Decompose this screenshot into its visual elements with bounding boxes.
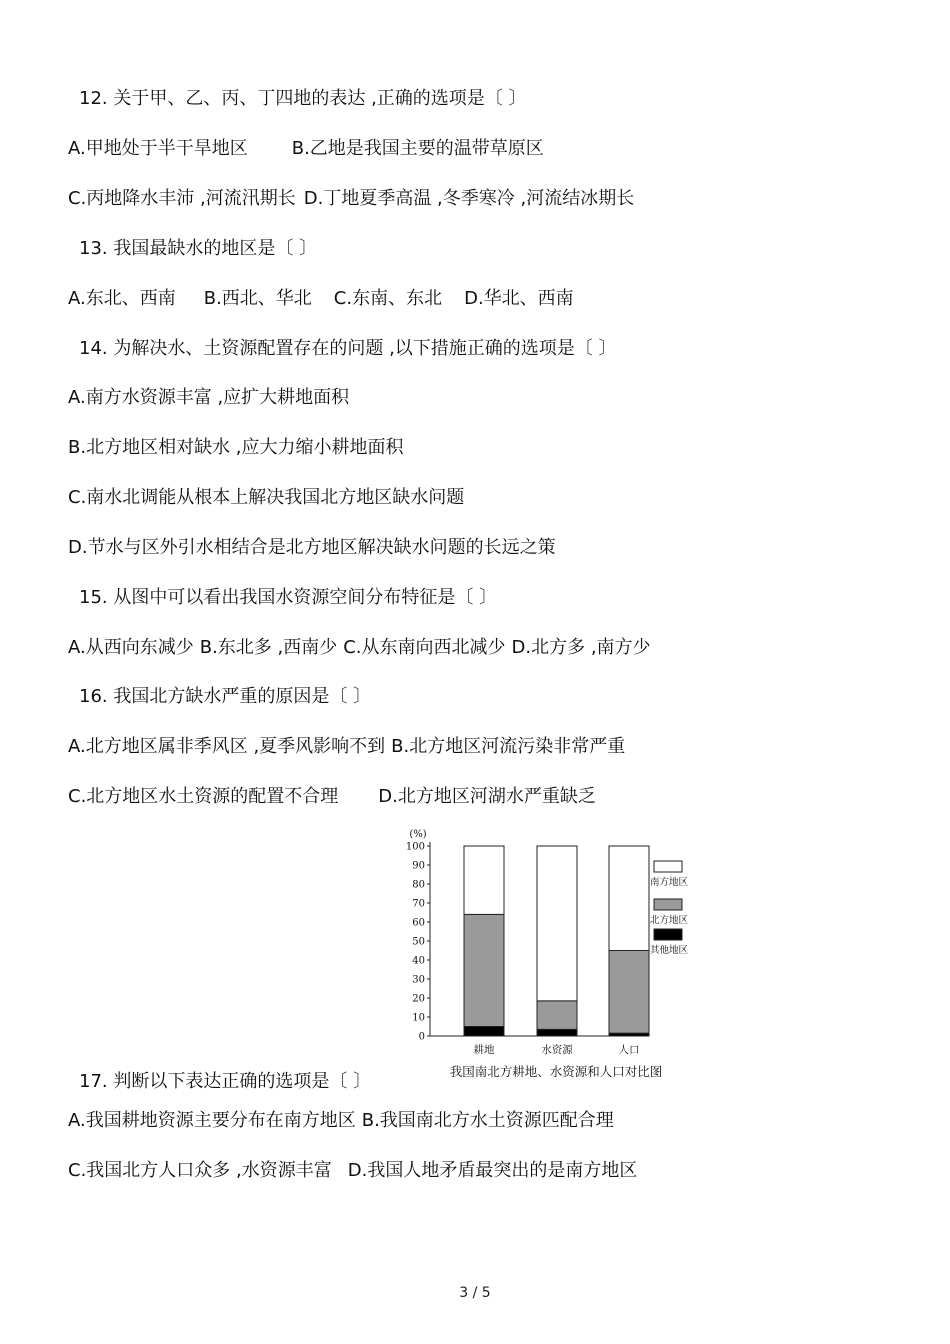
question-12-option-c: C.丙地降水丰沛 ,河流汛期长 (68, 188, 296, 209)
bar-segment (537, 1001, 577, 1030)
question-15-option-c: C.从东南向西北减少 (343, 637, 506, 658)
question-15-option-a: A.从西向东减少 (68, 637, 194, 658)
question-17-option-d: D.我国人地矛盾最突出的是南方地区 (347, 1160, 638, 1181)
y-tick-label: 100 (405, 841, 425, 853)
question-16-option-b: B.北方地区河流污染非常严重 (391, 736, 626, 757)
bar-segment (464, 1027, 504, 1037)
y-tick-label: 80 (412, 879, 425, 891)
question-15-stem: 15. 从图中可以看出我国水资源空间分布特征是〔 〕 (79, 587, 498, 608)
question-12-option-a: A.甲地处于半干旱地区 (68, 138, 248, 159)
question-12-option-b: B.乙地是我国主要的温带草原区 (291, 138, 544, 159)
chart-axes (406, 842, 638, 1043)
y-tick-label: 30 (412, 974, 425, 986)
question-15-option-d: D.北方多 ,南方少 (511, 637, 651, 658)
question-13-options (68, 288, 574, 310)
question-12-stem: 12. 关于甲、乙、丙、丁四地的表达 ,正确的选项是〔 〕 (79, 88, 527, 109)
question-13-stem: 13. 我国最缺水的地区是〔 〕 (79, 238, 318, 259)
bar-segment (537, 1029, 577, 1036)
bar-segment (609, 951, 649, 1034)
question-17-option-a: A.我国耕地资源主要分布在南方地区 (68, 1110, 356, 1131)
legend-swatch (654, 929, 682, 940)
legend-swatch (654, 899, 682, 910)
question-16-option-d: D.北方地区河湖水严重缺乏 (378, 786, 596, 807)
legend-label: 南方地区 (650, 877, 689, 888)
question-14-option-a: A.南方水资源丰富 ,应扩大耕地面积 (68, 387, 350, 408)
x-category-label: 人口 (618, 1044, 640, 1056)
page-number: 3 / 5 (459, 1285, 491, 1301)
bar-segment (609, 846, 649, 951)
y-tick-label: 50 (412, 936, 425, 948)
question-12-options-row2 (68, 188, 634, 210)
y-tick-label: 10 (412, 1012, 425, 1024)
legend-label: 其他地区 (650, 945, 689, 956)
y-tick-label: 70 (412, 898, 425, 910)
y-tick-label: 20 (412, 993, 425, 1005)
chart-legend (650, 861, 689, 956)
y-tick-label: 0 (418, 1031, 425, 1043)
question-17-options-row1 (68, 1110, 614, 1132)
legend-label: 北方地区 (650, 915, 689, 926)
question-16-options-row2 (68, 786, 596, 808)
y-tick-label: 60 (412, 917, 425, 929)
question-17-option-b: B.我国南北方水土资源匹配合理 (361, 1110, 614, 1131)
question-16-option-a: A.北方地区属非季风区 ,夏季风影响不到 (68, 736, 386, 757)
question-13-option-d: D.华北、西南 (464, 288, 574, 309)
question-17-stem: 17. 判断以下表达正确的选项是〔 〕 (79, 1071, 372, 1092)
question-17-option-c: C.我国北方人口众多 ,水资源丰富 (68, 1160, 332, 1181)
question-14-option-b: B.北方地区相对缺水 ,应大力缩小耕地面积 (68, 437, 404, 458)
question-16-option-c: C.北方地区水土资源的配置不合理 (68, 786, 339, 807)
question-15-options (68, 637, 651, 659)
question-16-stem: 16. 我国北方缺水严重的原因是〔 〕 (79, 686, 372, 707)
question-16-options-row1 (68, 736, 625, 758)
question-14-option-d: D.节水与区外引水相结合是北方地区解决缺水问题的长远之策 (68, 537, 556, 558)
stacked-bar-chart (398, 826, 710, 1086)
question-15-option-b: B.东北多 ,西南少 (199, 637, 338, 658)
y-tick-label: 40 (412, 955, 425, 967)
bar-segment (464, 846, 504, 914)
legend-swatch (654, 861, 682, 872)
question-13-option-b: B.西北、华北 (203, 288, 312, 309)
question-12-option-d: D.丁地夏季高温 ,冬季寒冷 ,河流结冰期长 (303, 188, 635, 209)
question-13-option-c: C.东南、东北 (333, 288, 443, 309)
bar-segment (537, 846, 577, 1001)
x-category-label: 耕地 (473, 1044, 495, 1056)
question-17-options-row2 (68, 1160, 637, 1182)
question-14-option-c: C.南水北调能从根本上解决我国北方地区缺水问题 (68, 487, 465, 508)
chart-title: 我国南北方耕地、水资源和人口对比图 (449, 1064, 663, 1079)
question-12-options-row1 (68, 138, 544, 160)
question-14-stem: 14. 为解决水、土资源配置存在的问题 ,以下措施正确的选项是〔 〕 (79, 338, 617, 359)
question-13-option-a: A.东北、西南 (68, 288, 176, 309)
bar-segment (464, 914, 504, 1026)
x-category-label: 水资源 (541, 1044, 573, 1056)
chart-bars (464, 846, 649, 1056)
y-tick-label: 90 (412, 860, 425, 872)
chart-y-axis-label: (%) (409, 829, 427, 840)
